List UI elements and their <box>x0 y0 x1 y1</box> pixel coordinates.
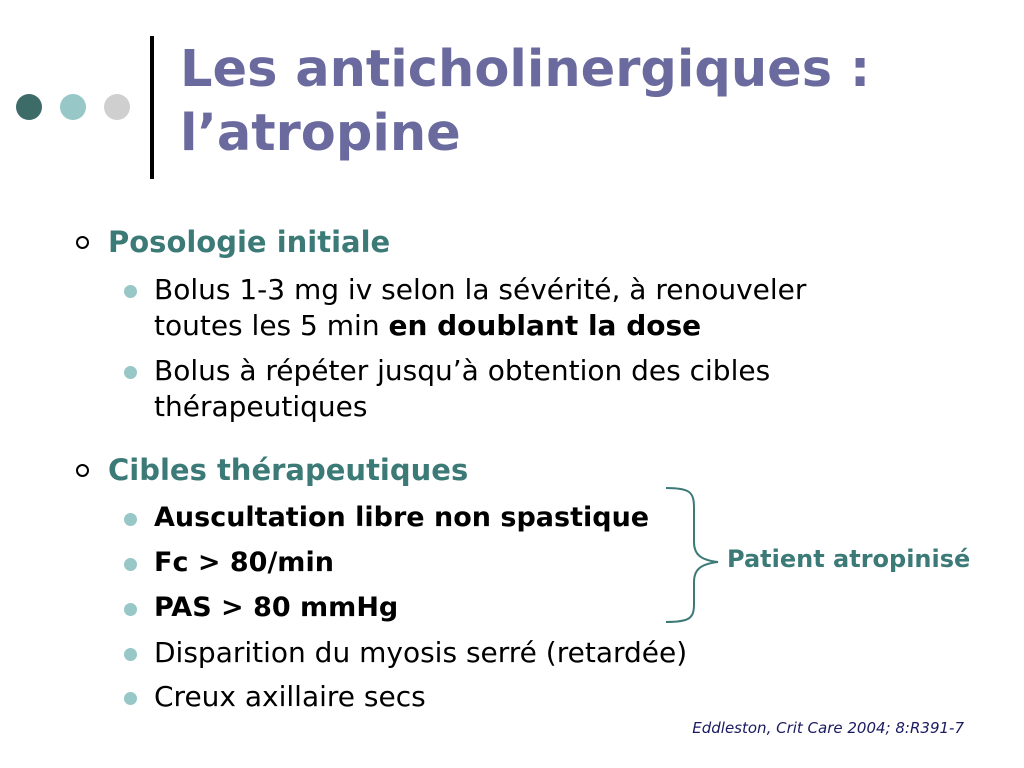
section-heading-posologie: Posologie initiale <box>108 225 391 259</box>
list-item-line <box>154 308 806 344</box>
list-item: Disparition du myosis serré (retardée) <box>154 636 688 669</box>
list-item-line: Bolus 1-3 mg iv selon la sévérité, à renouveler <box>154 273 807 306</box>
ring-bullet-icon <box>76 236 89 249</box>
list-item: Creux axillaire secs <box>154 680 426 713</box>
bullet-icon <box>124 285 137 298</box>
bullet-icon <box>124 648 137 661</box>
title-line-1: Les anticholinergiques : <box>180 40 871 99</box>
list-item <box>154 353 770 425</box>
list-item-text: toutes les 5 min <box>154 309 389 342</box>
bullet-icon <box>124 366 137 379</box>
title-line-2: l’atropine <box>180 104 461 163</box>
brace-path <box>666 488 718 622</box>
bullet-icon <box>124 558 137 571</box>
list-item <box>154 272 806 344</box>
curly-brace-icon <box>660 486 730 626</box>
annotation-label: Patient atropinisé <box>727 545 971 573</box>
citation: Eddleston, Crit Care 2004; 8:R391-7 <box>692 719 964 737</box>
list-item-emphasis: en doublant la dose <box>388 309 702 342</box>
list-item: Auscultation libre non spastique <box>154 502 650 533</box>
list-item: PAS > 80 mmHg <box>154 592 399 623</box>
bullet-icon <box>124 692 137 705</box>
ring-bullet-icon <box>76 464 89 477</box>
list-item-line: thérapeutiques <box>154 390 368 423</box>
bullet-icon <box>124 513 137 526</box>
bullet-icon <box>124 603 137 616</box>
list-item-line: Bolus à répéter jusqu’à obtention des cibles <box>154 354 771 387</box>
list-item: Fc > 80/min <box>154 547 334 578</box>
section-heading-cibles: Cibles thérapeutiques <box>108 453 469 487</box>
